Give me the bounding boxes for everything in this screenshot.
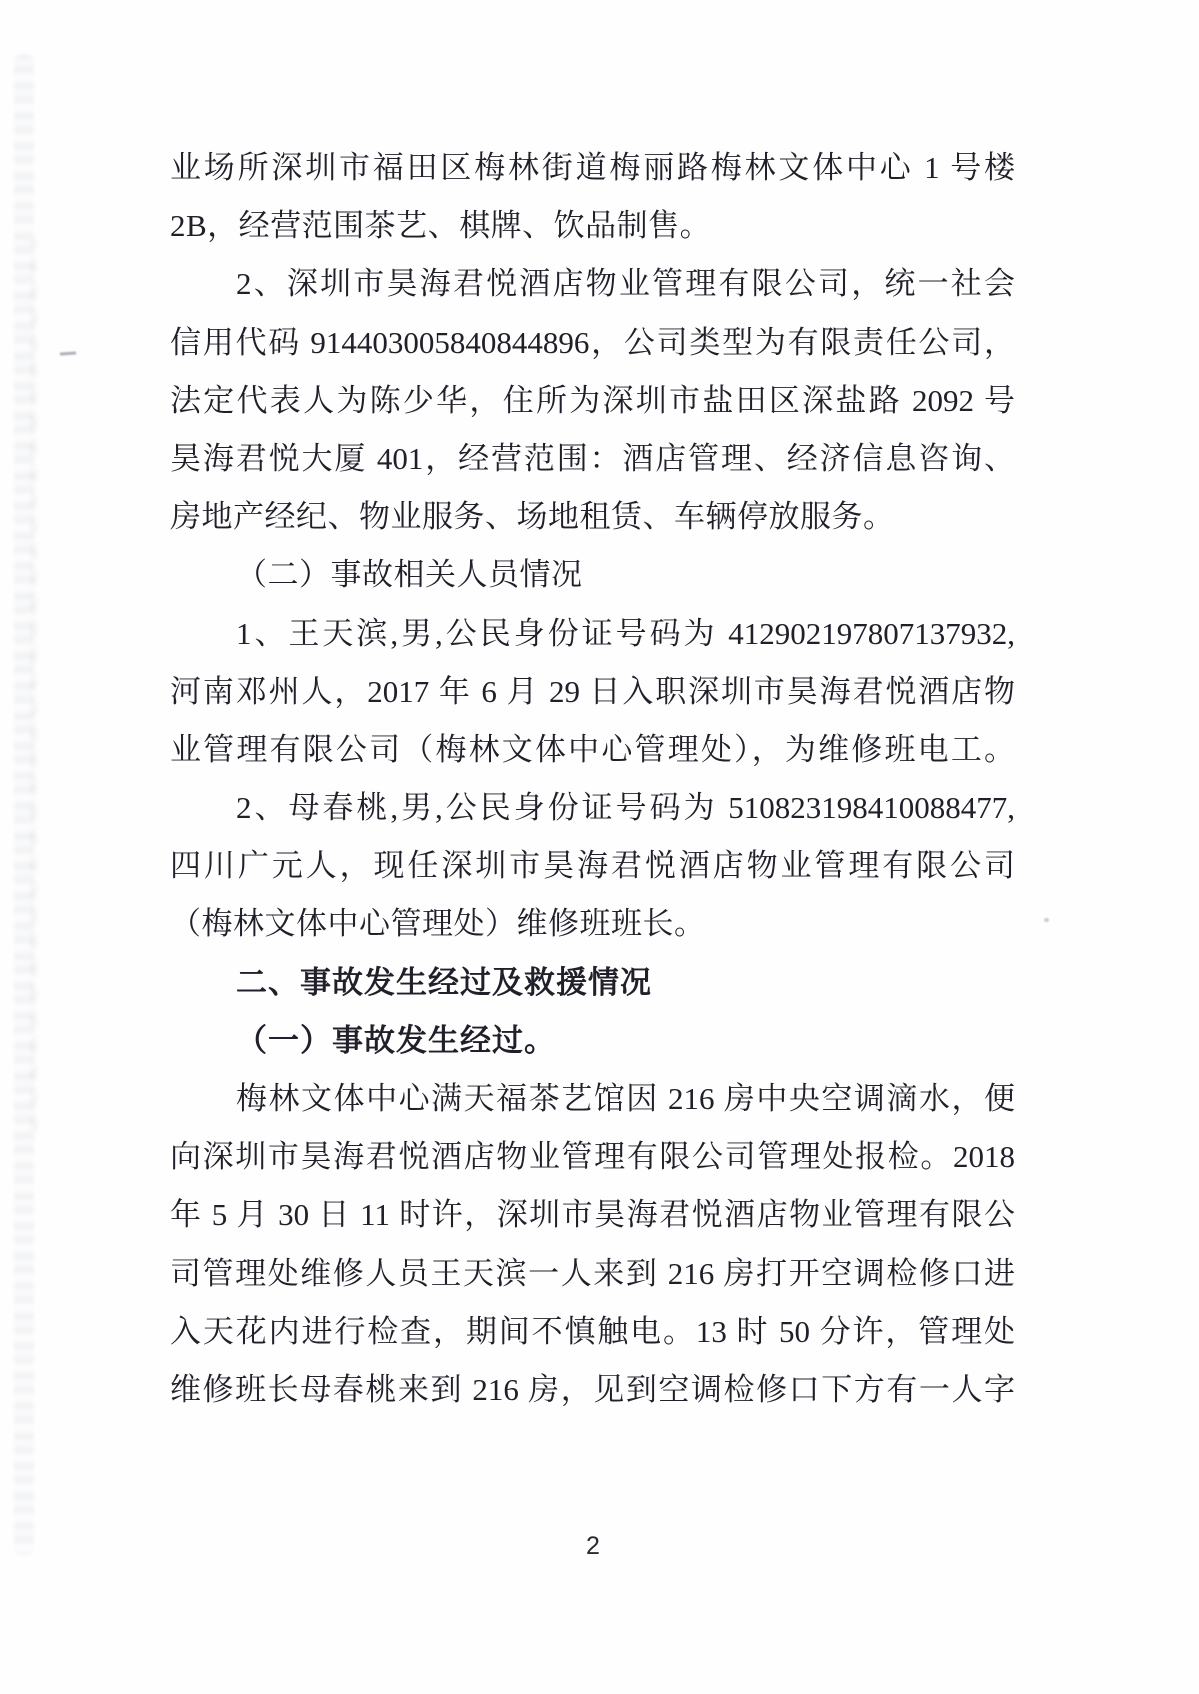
document-body [170,139,1015,1419]
text-line: 四川广元人，现任深圳市昊海君悦酒店物业管理有限公司 [170,848,1015,884]
scan-dash-artifact [60,351,76,355]
page-number: 2 [586,1532,600,1560]
text-line: 2B，经营范围茶艺、棋牌、饮品制售。 [170,208,712,244]
text-line: （梅林文体中心管理处）维修班班长。 [170,906,706,942]
text-line: 信用代码 914403005840844896，公司类型为有限责任公司， [170,324,1015,360]
text-line: 梅林文体中心满天福茶艺馆因 216 房中央空调滴水，便 [236,1081,1015,1116]
text-line: 房地产经纪、物业服务、场地租赁、车辆停放服务。 [170,499,895,535]
scan-dot-artifact [1044,918,1049,922]
text-line: 昊海君悦大厦 401，经营范围：酒店管理、经济信息咨询、 [170,440,1015,476]
text-line: 2、母春桃,男,公民身份证号码为 510823198410088477, [236,790,1015,826]
text-line: 河南邓州人，2017 年 6 月 29 日入职深圳市昊海君悦酒店物 [170,673,1015,709]
text-line: 2、深圳市昊海君悦酒店物业管理有限公司，统一社会 [236,266,1015,302]
text-line: 1、王天滨,男,公民身份证号码为 412902197807137932, [236,615,1015,651]
section-heading: 二、事故发生经过及救援情况 [236,964,652,1000]
text-line: 向深圳市昊海君悦酒店物业管理有限公司管理处报检。2018 [170,1139,1015,1175]
text-line: 入天花内进行检查，期间不慎触电。13 时 50 分许，管理处 [170,1313,1015,1349]
text-line: 业管理有限公司（梅林文体中心管理处），为维修班电工。 [170,731,1015,767]
text-line: 维修班长母春桃来到 216 房，见到空调检修口下方有一人字 [170,1371,1015,1407]
text-line: 年 5 月 30 日 11 时许，深圳市昊海君悦酒店物业管理有限公 [170,1197,1015,1233]
text-line: 法定代表人为陈少华，住所为深圳市盐田区深盐路 2092 号 [170,382,1015,418]
text-line: 司管理处维修人员王天滨一人来到 216 房打开空调检修口进 [170,1255,1015,1291]
text-line: 业场所深圳市福田区梅林街道梅丽路梅林文体中心 1 号楼 [170,150,1015,185]
subsection-heading: （一）事故发生经过。 [236,1022,556,1058]
subsection-label: （二）事故相关人员情况 [236,557,583,593]
scan-noise-artifact [30,240,38,1140]
